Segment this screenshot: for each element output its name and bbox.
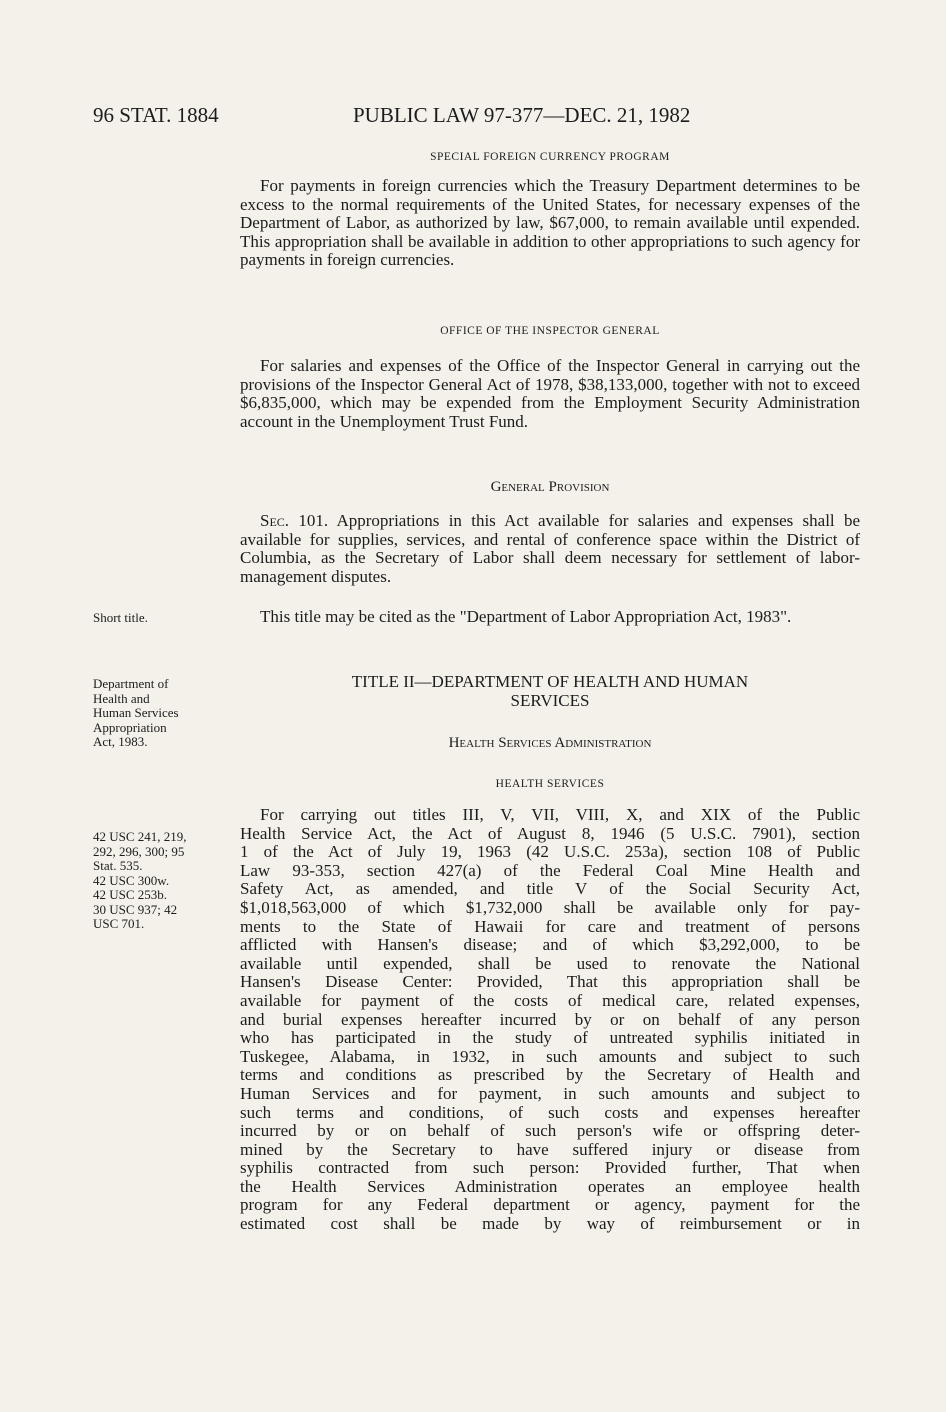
line: mined by the Secretary to have suffered injury or disease from [240,1139,860,1159]
line: syphilis contracted from such person: Provided further, That when [240,1158,860,1178]
line: incurred by or on behalf of such person's wife or offspring deter- [240,1121,860,1141]
title-ii-heading [240,672,860,710]
section-general-provision [240,479,860,496]
line: the Health Services Administration operates an employee health [240,1176,860,1196]
margin-line: 42 USC 300w. [93,872,170,888]
paragraph-sec-101 [240,512,860,586]
section-heading: OFFICE OF THE INSPECTOR GENERAL [440,325,660,337]
subheading-container [240,735,860,752]
line: 1 of the Act of July 19, 1963 (42 U.S.C. 253a), section 108 of Public [240,842,860,862]
stat-page-number: 96 STAT. 1884 [93,103,219,127]
sec-label: Sec. 101. [260,511,329,530]
margin-note-dept-hhs [93,677,223,750]
line: who has participated in the study of untreated syphilis initiated in [240,1028,860,1048]
line: and burial expenses hereafter incurred by or on behalf of any person [240,1009,860,1029]
title-ii-line1: TITLE II—DEPARTMENT OF HEALTH AND HUMAN [351,672,749,691]
margin-line: Act, 1983. [93,734,148,749]
margin-line: 42 USC 241, 219, [93,829,187,844]
line: estimated cost shall be made by way of reimbursement or in [240,1214,860,1234]
line: such terms and conditions, of such costs and expenses hereafter [240,1102,860,1122]
paragraph-container [240,608,860,627]
section-inspector-general [240,325,860,337]
margin-line: 42 USC 253b. [93,887,168,902]
health-services-heading: HEALTH SERVICES [495,778,605,790]
line: $1,018,563,000 of which $1,732,000 shall be available only for pay- [240,897,860,917]
paragraph-special-foreign: For payments in foreign currencies which the Treasury Department determines to be excess to the normal requirements of the United States, for necessary expenses of the Department of Labor, as authorized by law, $67,000, to remain available until expended. This appropriation shall be available in addition to other appropriations to such agency for payments in foreign currencies. [240,176,860,270]
margin-line: Human Services [93,705,179,720]
line: Safety Act, as amended, and title V of the Social Security Act, [240,879,860,899]
margin-line: 292, 296, 300; 95 [93,843,185,859]
line: afflicted with Hansen's disease; and of which $3,292,000, to be [240,935,860,955]
line: Tuskegee, Alabama, in 1932, in such amounts and subject to such [240,1046,860,1066]
line: Health Service Act, the Act of August 8, 1946 (5 U.S.C. 7901), section [240,823,860,843]
line: available until expended, shall be used to renovate the National [240,953,860,973]
section-special-foreign-currency [240,151,860,163]
section-heading: SPECIAL FOREIGN CURRENCY PROGRAM [430,151,670,163]
paragraph-short-title: This title may be cited as the "Department of Labor Appropriation Act, 1983". [260,607,792,626]
line: Human Services and for payment, in such amounts and subject to [240,1083,860,1103]
margin-line: 30 USC 937; 42 [93,901,178,917]
margin-line: Health and [93,690,150,706]
line: program for any Federal department or agency, payment for the [240,1195,860,1215]
line: Hansen's Disease Center: Provided, That this appropriation shall be [240,972,860,992]
paragraph-inspector-general: For salaries and expenses of the Office of the Inspector General in carrying out the provisions of the Inspector General Act of 1978, $38,133,000, together with not to exceed $6,835,000, which may be expended from the Employment Security Administration account in the Unemployment Trust Fund. [240,356,860,431]
margin-line: Stat. 535. [93,858,143,873]
hsa-heading: Health Services Administration [448,735,652,751]
line: Law 93-353, section 427(a) of the Federal Coal Mine Health and [240,860,860,880]
section-heading: General Provision [490,479,610,495]
line: ments to the State of Hawaii for care and treatment of persons [240,916,860,936]
margin-line: Department of [93,676,169,691]
paragraph-health-services [240,806,860,1234]
line: terms and conditions as prescribed by the Secretary of Health and [240,1065,860,1085]
margin-note-usc-refs [93,830,223,932]
margin-note-short-title: Short title. [93,610,148,625]
law-header: PUBLIC LAW 97-377—DEC. 21, 1982 [353,103,691,127]
paragraph-container [240,512,860,586]
paragraph-container [240,357,860,431]
title-ii-line2: SERVICES [510,691,590,710]
line: For carrying out titles III, V, VII, VIII, X, and XIX of the Public [260,805,860,824]
paragraph-container [240,177,860,270]
subsubheading-container [240,778,860,790]
margin-line: Appropriation [93,719,167,735]
sec-101-text: Appropriations in this Act available for salaries and expenses shall be available for supplies, services, and rental of conference space within the District of Columbia, as the Secretary of Labor shall deem necessary for settlement of labor-management disputes. [240,511,861,586]
line: available for payment of the costs of medical care, related expenses, [240,990,860,1010]
margin-line: USC 701. [93,916,145,931]
